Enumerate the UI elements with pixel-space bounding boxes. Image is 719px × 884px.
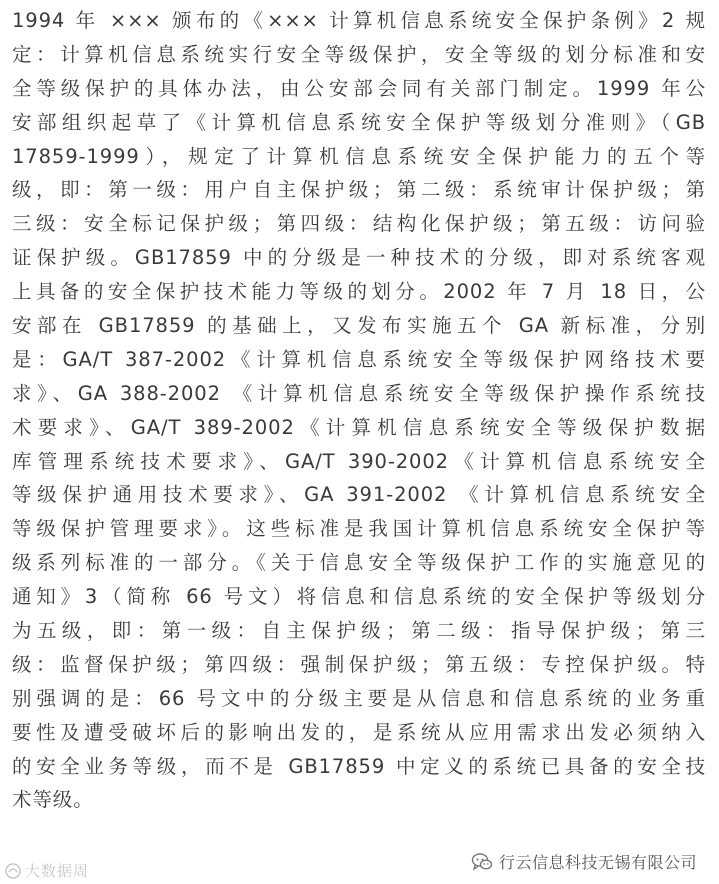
article-line: 1994 年 ××× 颁布的《××× 计算机信息系统安全保护条例》2 规: [12, 9, 706, 32]
article-line: 等级保护管理要求》。这些标准是我国计算机信息系统安全保护等: [12, 517, 706, 541]
article-line: 等级保护通用技术要求》、GA 391-2002 《计算机信息系统安全: [12, 483, 706, 507]
article-line: 为五级，即：第一级：自主保护级；第二级：指导保护级；第三: [12, 619, 706, 643]
article-line: 术等级。: [12, 788, 94, 812]
source-logo-icon: [4, 862, 22, 880]
source-watermark: [4, 860, 89, 881]
article-line: 证保护级。GB17859 中的分级是一种技术的分级，即对系统客观: [12, 246, 706, 270]
article-line: 库管理系统技术要求》、GA/T 390-2002《计算机信息系统安全: [12, 449, 706, 473]
article-line: 三级：安全标记保护级；第四级：结构化保护级；第五级：访问验: [12, 212, 706, 236]
article-line: 求》、GA 388-2002 《计算机信息系统安全等级保护操作系统技: [12, 381, 706, 405]
article-line: 通知》3（简称 66 号文）将信息和信息系统的安全保护等级划分: [12, 585, 706, 609]
article-line: 全等级保护的具体办法，由公安部会同有关部门制定。1999 年公: [12, 76, 706, 100]
article-line: 17859-1999），规定了计算机信息系统安全保护能力的五个等: [12, 144, 706, 168]
article-line: 安部组织起草了《计算机信息系统安全保护等级划分准则》（GB: [12, 110, 706, 134]
article-line: 安部在 GB17859 的基础上，又发布实施五个 GA 新标准，分别: [12, 314, 706, 338]
article-line: 级，即：第一级：用户自主保护级；第二级：系统审计保护级；第: [12, 178, 706, 202]
wechat-icon: [471, 852, 493, 872]
article-line: 是：GA/T 387-2002《计算机信息系统安全等级保护网络技术要: [12, 347, 706, 371]
source-watermark-text: 大数据周: [25, 862, 90, 880]
article-line: 要性及遭受破坏后的影响出发的，是系统从应用需求出发必须纳入: [12, 720, 706, 744]
article-line: 上具备的安全保护技术能力等级的划分。2002 年 7 月 18 日，公: [12, 280, 706, 304]
account-watermark-text: 行云信息科技无锡有限公司: [498, 853, 697, 872]
article-line: 级：监督保护级；第四级：强制保护级；第五级：专控保护级。特: [12, 652, 706, 676]
article-line: 级系列标准的一部分。《关于信息安全等级保护工作的实施意见的: [12, 551, 706, 575]
article-line: 术要求》、GA/T 389-2002《计算机信息系统安全等级保护数据: [12, 415, 706, 439]
footer-watermarks: [0, 848, 719, 884]
account-watermark: [471, 850, 697, 873]
article-line: 别强调的是：66 号文中的分级主要是从信息和信息系统的业务重: [12, 686, 706, 710]
article-body: [12, 4, 706, 817]
article-line: 的安全业务等级，而不是 GB17859 中定义的系统已具备的安全技: [12, 754, 706, 778]
article-line: 定：计算机信息系统实行安全等级保护，安全等级的划分标准和安: [12, 42, 706, 66]
